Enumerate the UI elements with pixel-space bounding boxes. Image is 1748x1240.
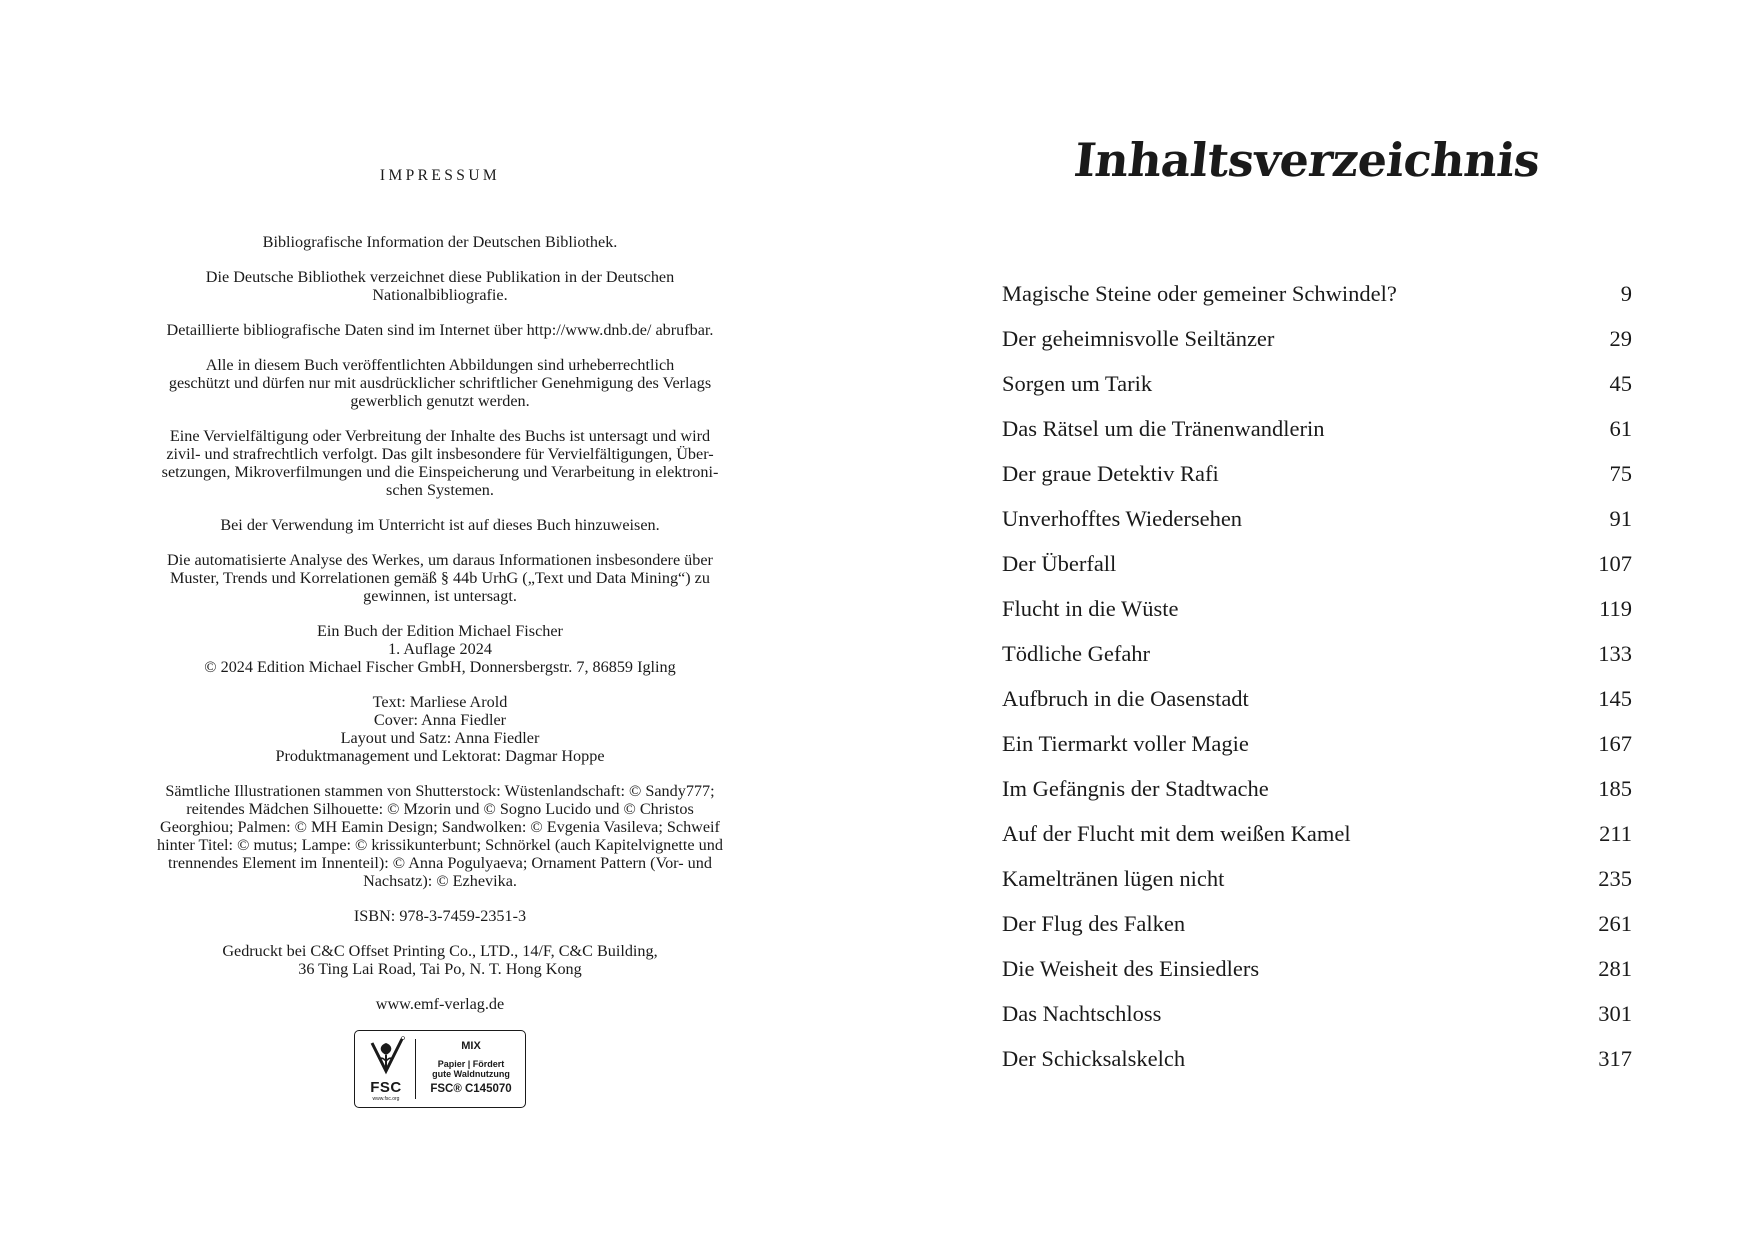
impressum-line: Produktmanagement und Lektorat: Dagmar Hoppe xyxy=(275,746,605,765)
impressum-paragraph xyxy=(110,622,770,676)
toc-entry-page: 107 xyxy=(1598,551,1632,576)
toc-entry-page: 9 xyxy=(1620,281,1632,306)
impressum-line: geschützt und dürfen nur mit ausdrücklicher schriftlicher Genehmigung des Verlags xyxy=(168,373,712,392)
impressum-paragraph xyxy=(110,551,770,605)
fsc-logo xyxy=(362,1035,410,1105)
toc-entry xyxy=(1002,1003,1632,1048)
toc-entry xyxy=(1002,913,1632,958)
fsc-url: www.fsc.org xyxy=(372,1095,400,1102)
impressum-paragraph xyxy=(110,268,770,304)
impressum-paragraph xyxy=(110,782,770,890)
impressum-paragraph xyxy=(110,427,770,499)
impressum-paragraph xyxy=(110,995,770,1013)
toc-entry-title: Der geheimnisvolle Seiltänzer xyxy=(1002,326,1275,351)
impressum-line: 36 Ting Lai Road, Tai Po, N. T. Hong Kong xyxy=(298,959,582,978)
impressum-line: Sämtliche Illustrationen stammen von Shutterstock: Wüstenlandschaft: © Sandy777; xyxy=(165,781,715,800)
impressum-line: gewerblich genutzt werden. xyxy=(350,391,530,410)
impressum-line: ISBN: 978-3-7459-2351-3 xyxy=(353,906,527,925)
toc-entry xyxy=(1002,1048,1632,1093)
toc-entry-title: Der Schicksalskelch xyxy=(1002,1046,1186,1071)
toc-entry xyxy=(1002,508,1632,553)
toc-entry-title: Tödliche Gefahr xyxy=(1002,641,1151,666)
impressum-line: 1. Auflage 2024 xyxy=(388,639,492,658)
impressum-line: Eine Vervielfältigung oder Verbreitung der Inhalte des Buchs ist untersagt und wird xyxy=(169,426,711,445)
toc-entry-title: Auf der Flucht mit dem weißen Kamel xyxy=(1002,821,1351,846)
fsc-description xyxy=(417,1059,525,1079)
impressum-line: Nationalbibliografie. xyxy=(372,285,508,304)
impressum-line: Detaillierte bibliografische Daten sind im Internet über http://www.dnb.de/ abrufbar. xyxy=(166,320,714,339)
toc-entry-page: 75 xyxy=(1609,461,1632,486)
toc-page xyxy=(1002,133,1632,1071)
toc-entry xyxy=(1002,868,1632,913)
impressum-page xyxy=(110,150,770,1108)
toc-entry-page: 211 xyxy=(1599,821,1632,846)
toc-entry-page: 29 xyxy=(1609,326,1632,351)
impressum-line: zivil- und strafrechtlich verfolgt. Das gilt insbesondere für Vervielfältigungen, Über- xyxy=(166,444,714,463)
impressum-line: Muster, Trends und Korrelationen gemäß § 44b UrhG („Text und Data Mining“) zu xyxy=(170,568,710,587)
fsc-badge xyxy=(354,1030,526,1108)
impressum-line: gewinnen, ist untersagt. xyxy=(363,586,517,605)
toc-entry xyxy=(1002,958,1632,1003)
toc-entry-title: Unverhofftes Wiedersehen xyxy=(1002,506,1243,531)
impressum-line: hinter Titel: © mutus; Lampe: © krissikunterbunt; Schnörkel (auch Kapitelvignette und xyxy=(157,835,723,854)
fsc-label xyxy=(417,1041,525,1096)
impressum-paragraph xyxy=(110,693,770,765)
toc-entry-title: Der Flug des Falken xyxy=(1002,911,1186,936)
toc-entry xyxy=(1002,328,1632,373)
toc-entry-title: Das Nachtschloss xyxy=(1002,1001,1162,1026)
toc-entry xyxy=(1002,778,1632,823)
toc-entry-title: Der graue Detektiv Rafi xyxy=(1002,461,1219,486)
toc-title: Inhaltsverzeichnis xyxy=(1071,133,1543,187)
toc-entry-page: 317 xyxy=(1598,1046,1632,1071)
toc-list xyxy=(1002,283,1632,1093)
toc-entry-title: Sorgen um Tarik xyxy=(1002,371,1153,396)
toc-entry-title: Die Weisheit des Einsiedlers xyxy=(1002,956,1260,981)
toc-entry xyxy=(1002,688,1632,733)
fsc-tree-check-icon xyxy=(366,1035,406,1077)
impressum-line: Ein Buch der Edition Michael Fischer xyxy=(317,621,563,640)
toc-entry-page: 301 xyxy=(1598,1001,1632,1026)
impressum-line: Alle in diesem Buch veröffentlichten Abbildungen sind urheberrechtlich xyxy=(205,355,675,374)
toc-entry xyxy=(1002,283,1632,328)
fsc-desc-line1: Papier | Fördert xyxy=(437,1058,505,1069)
toc-entry-title: Aufbruch in die Oasenstadt xyxy=(1002,686,1249,711)
impressum-paragraph xyxy=(110,516,770,534)
impressum-line: Nachsatz): © Ezhevika. xyxy=(363,871,517,890)
impressum-text xyxy=(110,233,770,1013)
toc-entry-page: 145 xyxy=(1598,686,1632,711)
impressum-line: www.emf-verlag.de xyxy=(375,994,505,1013)
toc-entry-page: 61 xyxy=(1609,416,1632,441)
toc-entry-page: 185 xyxy=(1598,776,1632,801)
toc-entry xyxy=(1002,733,1632,778)
toc-entry-title: Flucht in die Wüste xyxy=(1002,596,1179,621)
impressum-line: Gedruckt bei C&C Offset Printing Co., LTD., 14/F, C&C Building, xyxy=(222,941,658,960)
toc-entry-page: 45 xyxy=(1609,371,1632,396)
impressum-line: Georghiou; Palmen: © MH Eamin Design; Sandwolken: © Evgenia Vasileva; Schweif xyxy=(160,817,720,836)
impressum-line: trennendes Element im Innenteil): © Anna Pogulyaeva; Ornament Pattern (Vor- und xyxy=(168,853,712,872)
impressum-paragraph xyxy=(110,942,770,978)
fsc-divider xyxy=(415,1039,416,1099)
toc-entry-page: 261 xyxy=(1598,911,1632,936)
impressum-heading: IMPRESSUM xyxy=(379,167,501,184)
impressum-paragraph xyxy=(110,233,770,251)
toc-entry-title: Im Gefängnis der Stadtwache xyxy=(1002,776,1269,801)
impressum-line: reitendes Mädchen Silhouette: © Mzorin und © Sogno Lucido und © Christos xyxy=(186,799,694,818)
toc-entry-title: Der Überfall xyxy=(1002,551,1117,576)
impressum-paragraph xyxy=(110,356,770,410)
toc-entry-page: 91 xyxy=(1609,506,1632,531)
toc-entry xyxy=(1002,598,1632,643)
impressum-paragraph xyxy=(110,321,770,339)
fsc-mix: MIX xyxy=(461,1039,481,1052)
impressum-line: Layout und Satz: Anna Fiedler xyxy=(340,728,540,747)
toc-entry xyxy=(1002,823,1632,868)
impressum-line: Bei der Verwendung im Unterricht ist auf dieses Buch hinzuweisen. xyxy=(220,515,660,534)
impressum-line: © 2024 Edition Michael Fischer GmbH, Donnersbergstr. 7, 86859 Igling xyxy=(204,657,676,676)
toc-entry-title: Das Rätsel um die Tränenwandlerin xyxy=(1002,416,1325,441)
toc-entry xyxy=(1002,463,1632,508)
toc-entry-page: 119 xyxy=(1599,596,1632,621)
toc-entry-title: Magische Steine oder gemeiner Schwindel? xyxy=(1002,281,1397,306)
impressum-line: Bibliografische Information der Deutschen Bibliothek. xyxy=(262,232,618,251)
impressum-line: Text: Marliese Arold xyxy=(372,692,508,711)
toc-entry xyxy=(1002,553,1632,598)
toc-entry xyxy=(1002,418,1632,463)
impressum-line: schen Systemen. xyxy=(386,480,494,499)
toc-entry-page: 235 xyxy=(1598,866,1632,891)
toc-entry-page: 133 xyxy=(1598,641,1632,666)
fsc-logo-text: FSC xyxy=(370,1078,402,1096)
impressum-line: Die Deutsche Bibliothek verzeichnet diese Publikation in der Deutschen xyxy=(205,267,675,286)
toc-entry xyxy=(1002,373,1632,418)
impressum-line: Cover: Anna Fiedler xyxy=(373,710,507,729)
toc-entry-title: Kameltränen lügen nicht xyxy=(1002,866,1225,891)
fsc-desc-line2: gute Waldnutzung xyxy=(432,1068,510,1079)
impressum-line: Die automatisierte Analyse des Werkes, um daraus Informationen insbesondere über xyxy=(167,550,713,569)
toc-entry-page: 281 xyxy=(1598,956,1632,981)
impressum-line: setzungen, Mikroverfilmungen und die Einspeicherung und Verarbeitung in elektroni- xyxy=(161,462,719,481)
fsc-license-code: FSC® C145070 xyxy=(430,1082,512,1095)
toc-entry xyxy=(1002,643,1632,688)
toc-entry-page: 167 xyxy=(1598,731,1632,756)
impressum-paragraph xyxy=(110,907,770,925)
toc-entry-title: Ein Tiermarkt voller Magie xyxy=(1002,731,1249,756)
